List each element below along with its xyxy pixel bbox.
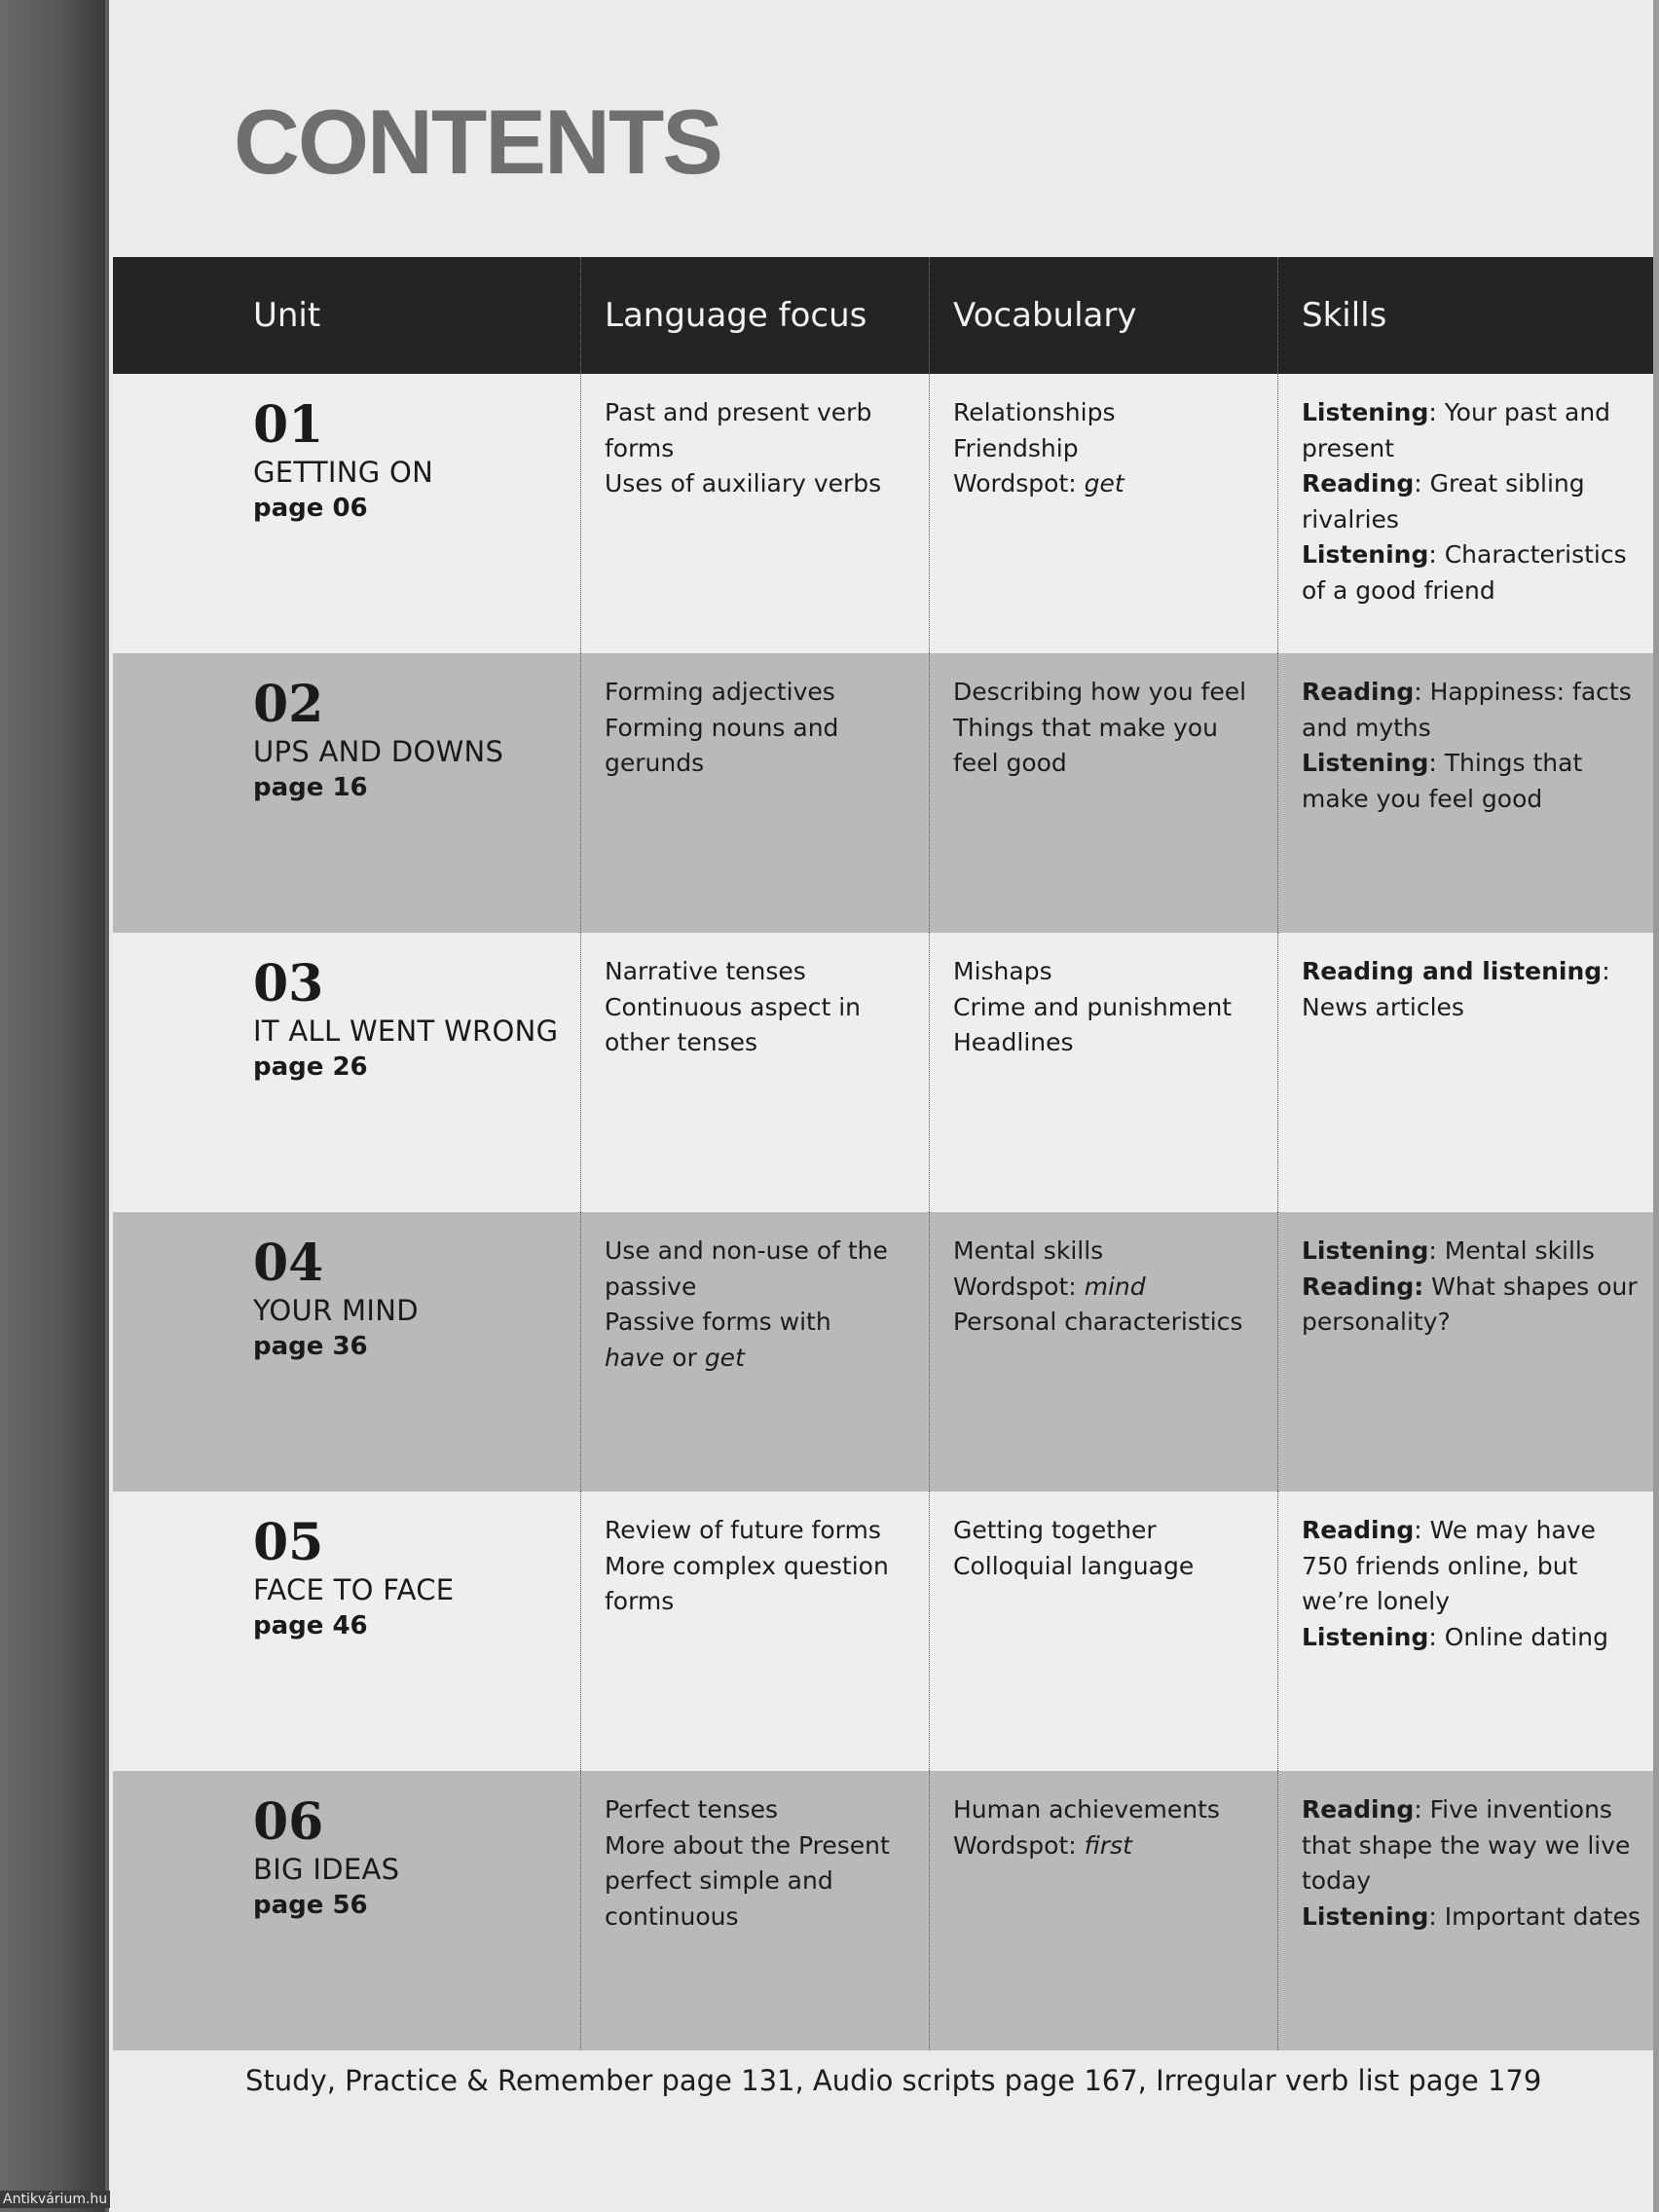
unit-page: page 46 <box>253 1611 368 1641</box>
language-focus-item: perfect simple and <box>605 1866 833 1895</box>
skills-item <box>1302 1270 1649 1341</box>
contents-table <box>113 257 1659 2050</box>
language-focus-cell <box>580 1492 929 1771</box>
skills-item <box>1302 466 1649 537</box>
skills-text: What shapes our personality? <box>1302 1272 1638 1336</box>
table-row <box>113 1212 1659 1492</box>
language-focus-item: Perfect tenses <box>605 1795 778 1824</box>
header-language-focus: Language focus <box>580 257 929 374</box>
unit-cell <box>113 1771 580 2050</box>
skills-text: : Characteristics of a good friend <box>1302 540 1627 605</box>
footer-references: Study, Practice & Remember page 131, Audio scripts page 167, Irregular verb list page 179 <box>245 2064 1542 2097</box>
vocabulary-item <box>953 395 1264 431</box>
unit-cell <box>113 653 580 933</box>
language-focus-item: forms <box>605 1587 675 1615</box>
vocabulary-item <box>953 466 1264 502</box>
unit-number: 03 <box>253 954 324 1014</box>
page-title: CONTENTS <box>234 91 721 193</box>
skills-label: Listening <box>1302 1901 1429 1931</box>
unit-number: 06 <box>253 1792 324 1852</box>
language-focus-item: other tenses <box>605 1028 758 1056</box>
vocabulary-text: Describing how you feel <box>953 678 1247 706</box>
unit-title: FACE TO FACE <box>253 1573 455 1606</box>
vocabulary-text: Friendship <box>953 433 1079 462</box>
vocabulary-item <box>953 1792 1264 1828</box>
language-focus-item: Use and non-use of the <box>605 1236 888 1265</box>
skills-item <box>1302 746 1649 817</box>
language-focus-cell <box>580 374 929 653</box>
skills-label: Reading: <box>1302 1272 1424 1301</box>
skills-item <box>1302 954 1649 1025</box>
unit-title: IT ALL WENT WRONG <box>253 1014 559 1048</box>
skills-cell <box>1277 374 1659 653</box>
language-focus-item: Forming nouns and <box>605 713 839 742</box>
skills-text: : Online dating <box>1428 1622 1608 1651</box>
skills-item <box>1302 395 1649 466</box>
language-focus-cell <box>580 933 929 1212</box>
language-focus-item: forms <box>605 433 675 462</box>
skills-item <box>1302 675 1649 746</box>
skills-label: Listening <box>1302 540 1429 569</box>
language-focus-item: Narrative tenses <box>605 957 806 985</box>
vocabulary-text: Wordspot: <box>953 469 1085 498</box>
vocabulary-text: Crime and punishment <box>953 992 1233 1021</box>
skills-text: : News articles <box>1302 957 1610 1021</box>
unit-number: 04 <box>253 1234 324 1293</box>
header-vocabulary: Vocabulary <box>929 257 1277 374</box>
unit-page: page 16 <box>253 773 368 802</box>
unit-title: GETTING ON <box>253 456 434 489</box>
vocabulary-emphasis: get <box>1084 469 1124 498</box>
unit-cell <box>113 1492 580 1771</box>
vocabulary-text: feel good <box>953 749 1067 777</box>
skills-item <box>1302 1620 1649 1656</box>
unit-page: page 56 <box>253 1891 368 1920</box>
skills-text: : Five inventions that shape the way we live today <box>1302 1795 1631 1895</box>
skills-item <box>1302 1899 1649 1936</box>
unit-page: page 36 <box>253 1332 368 1361</box>
language-focus-item: Review of future forms <box>605 1516 881 1544</box>
vocabulary-item <box>953 1234 1264 1270</box>
vocabulary-item <box>953 990 1264 1026</box>
skills-label: Reading and listening <box>1302 957 1603 985</box>
vocabulary-item <box>953 1305 1264 1341</box>
vocabulary-item <box>953 1828 1264 1864</box>
table-row <box>113 1771 1659 2050</box>
skills-label: Listening <box>1302 398 1429 426</box>
unit-title: BIG IDEAS <box>253 1853 400 1886</box>
skills-text: : Happiness: facts and myths <box>1302 678 1632 742</box>
page-edge <box>1653 0 1659 2212</box>
table-row <box>113 933 1659 1212</box>
vocabulary-emphasis: first <box>1084 1830 1132 1860</box>
header-skills: Skills <box>1277 257 1659 374</box>
vocabulary-cell <box>929 1771 1277 2050</box>
language-focus-cell <box>580 1771 929 2050</box>
unit-page: page 06 <box>253 494 368 523</box>
language-focus-item: Past and present verb <box>605 398 872 426</box>
contents-page <box>109 0 1659 2212</box>
vocabulary-item <box>953 1549 1264 1585</box>
language-focus-emphasis: get <box>704 1343 745 1372</box>
unit-number: 05 <box>253 1513 324 1572</box>
unit-cell <box>113 374 580 653</box>
language-focus-cell <box>580 1212 929 1492</box>
vocabulary-text: Colloquial language <box>953 1551 1195 1580</box>
skills-cell <box>1277 653 1659 933</box>
language-focus-item: More complex question <box>605 1551 889 1580</box>
vocabulary-text: Personal characteristics <box>953 1308 1243 1336</box>
vocabulary-text: Mental skills <box>953 1236 1104 1265</box>
vocabulary-text: Mishaps <box>953 957 1052 985</box>
vocabulary-text: Relationships <box>953 398 1116 426</box>
vocabulary-text: Getting together <box>953 1516 1157 1544</box>
vocabulary-text: Wordspot: <box>953 1830 1085 1860</box>
skills-item <box>1302 537 1649 608</box>
language-focus-item: gerunds <box>605 749 705 777</box>
vocabulary-cell <box>929 933 1277 1212</box>
skills-cell <box>1277 1492 1659 1771</box>
vocabulary-text: Headlines <box>953 1028 1074 1056</box>
book-spine <box>0 0 105 2212</box>
language-focus-item: continuous <box>605 1901 739 1931</box>
table-row <box>113 1492 1659 1771</box>
table-row <box>113 374 1659 653</box>
vocabulary-item <box>953 746 1264 782</box>
language-focus-item: Forming adjectives <box>605 678 835 706</box>
skills-text: : Important dates <box>1428 1901 1641 1931</box>
skills-label: Reading <box>1302 469 1415 498</box>
vocabulary-item <box>953 954 1264 990</box>
skills-cell <box>1277 933 1659 1212</box>
skills-text: : We may have 750 friends online, but we’re lonely <box>1302 1516 1596 1615</box>
vocabulary-item <box>953 675 1264 711</box>
vocabulary-cell <box>929 1212 1277 1492</box>
vocabulary-item <box>953 431 1264 467</box>
unit-cell <box>113 1212 580 1492</box>
table-row <box>113 653 1659 933</box>
skills-text: : Your past and present <box>1302 398 1611 462</box>
vocabulary-text: Things that make you <box>953 713 1218 742</box>
skills-item <box>1302 1513 1649 1620</box>
skills-text: : Great sibling rivalries <box>1302 469 1585 534</box>
vocabulary-emphasis: mind <box>1084 1272 1146 1301</box>
skills-label: Reading <box>1302 1516 1415 1544</box>
vocabulary-cell <box>929 653 1277 933</box>
watermark: Antikvárium.hu <box>0 2191 110 2208</box>
language-focus-cell <box>580 653 929 933</box>
skills-label: Listening <box>1302 1236 1429 1265</box>
header-unit: Unit <box>253 296 321 335</box>
vocabulary-text: Wordspot: <box>953 1272 1085 1301</box>
skills-label: Reading <box>1302 1795 1415 1824</box>
vocabulary-cell <box>929 1492 1277 1771</box>
language-focus-emphasis: have <box>605 1343 665 1372</box>
skills-cell <box>1277 1771 1659 2050</box>
skills-label: Listening <box>1302 749 1429 777</box>
table-header <box>113 257 1659 374</box>
language-focus-item: Uses of auxiliary verbs <box>605 469 882 498</box>
language-focus-item: Passive forms with <box>605 1308 831 1336</box>
skills-item <box>1302 1234 1649 1270</box>
unit-title: YOUR MIND <box>253 1294 419 1327</box>
language-focus-item: Continuous aspect in <box>605 992 862 1021</box>
vocabulary-item <box>953 1025 1264 1061</box>
skills-item <box>1302 1792 1649 1899</box>
unit-title: UPS AND DOWNS <box>253 735 504 768</box>
vocabulary-cell <box>929 374 1277 653</box>
language-focus-item: passive <box>605 1272 697 1301</box>
unit-cell <box>113 933 580 1212</box>
skills-text: : Things that make you feel good <box>1302 749 1583 813</box>
unit-number: 01 <box>253 395 324 455</box>
language-focus-item <box>605 1341 915 1377</box>
skills-label: Listening <box>1302 1622 1429 1651</box>
vocabulary-text: Human achievements <box>953 1795 1220 1824</box>
vocabulary-item <box>953 711 1264 747</box>
skills-label: Reading <box>1302 678 1415 706</box>
unit-number: 02 <box>253 675 324 734</box>
language-focus-item: More about the Present <box>605 1830 890 1860</box>
skills-cell <box>1277 1212 1659 1492</box>
table-body <box>113 374 1659 2050</box>
vocabulary-item <box>953 1513 1264 1549</box>
vocabulary-item <box>953 1270 1264 1306</box>
skills-text: : Mental skills <box>1428 1236 1595 1265</box>
unit-page: page 26 <box>253 1052 368 1082</box>
language-focus-text: or <box>664 1343 705 1372</box>
